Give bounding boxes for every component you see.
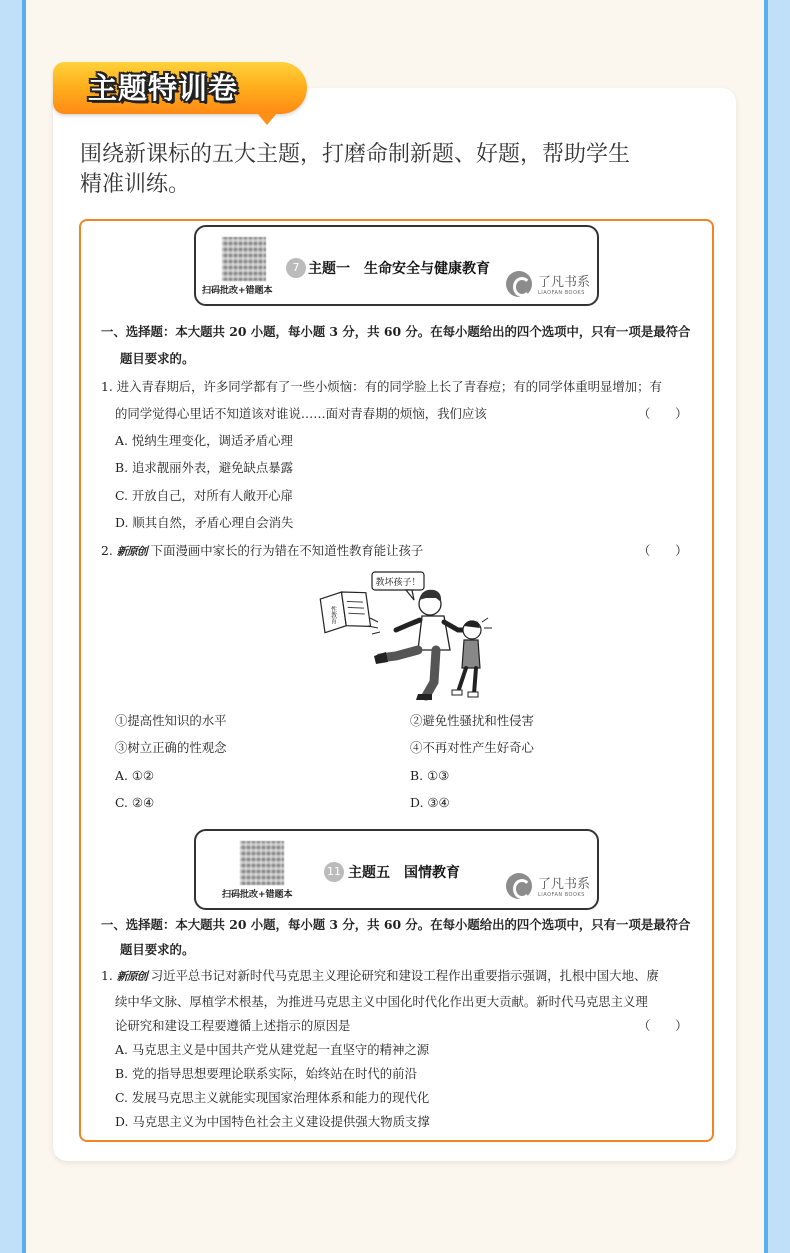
option-d: D. ③④ (410, 795, 450, 810)
option-b: B. 党的指导思想要理论联系实际，始终站在时代的前沿 (115, 1066, 417, 1081)
instruction-line-1: 一、选择题：本大题共 20 小题，每小题 3 分，共 60 分。在每小题给出的四个选项中，只有一项是最符合 (101, 324, 691, 339)
option-a: A. ①② (115, 768, 155, 783)
question-1-line-1: 1. 进入青春期后，许多同学都有了一些小烦恼：有的同学脸上长了青春痘；有的同学体重明显增加；有 (101, 379, 662, 394)
qr-code-icon (222, 237, 266, 281)
question-2-stem (101, 541, 423, 562)
question-number: 2. (101, 543, 113, 558)
question-text: 下面漫画中家长的行为错在不知道性教育能让孩子 (150, 543, 424, 558)
scan-label: 扫码批改+错题本 (222, 890, 293, 900)
instruction-line-2: 题目要求的。 (120, 351, 195, 366)
right-border (764, 0, 790, 1253)
question-1-line-1 (101, 966, 659, 987)
brand-logo-icon (506, 873, 532, 899)
answer-paren: （ ） (638, 406, 688, 421)
question-text: 习近平总书记对新时代马克思主义理论研究和建设工程作出重要指示强调，扎根中国大地、赓 (150, 968, 659, 983)
scan-label: 扫码批改+错题本 (202, 286, 273, 296)
speech-bubble-text: 教坏孩子！ (375, 578, 421, 588)
topic-title: 主题一 生命安全与健康教育 (308, 261, 490, 277)
section-header-2 (194, 829, 599, 910)
topic-title: 主题五 国情教育 (348, 865, 460, 881)
answer-paren: （ ） (638, 543, 688, 558)
brand-name-en: LIAOFAN BOOKS (538, 290, 585, 296)
option-d: D. 马克思主义为中国特色社会主义建设提供强大物质支撑 (115, 1114, 430, 1129)
option-c: C. 发展马克思主义就能实现国家治理体系和能力的现代化 (115, 1090, 430, 1105)
new-original-tag: 新原创 (116, 970, 147, 983)
question-1-line-2: 的同学觉得心里话不知道该对谁说……面对青春期的烦恼，我们应该 (115, 406, 487, 421)
topic-number: 11 (324, 862, 344, 882)
cartoon-illustration (318, 570, 498, 703)
question-number: 1. (101, 968, 113, 983)
left-border (0, 0, 26, 1253)
new-original-tag: 新原创 (116, 545, 147, 558)
statement-3: ③树立正确的性观念 (115, 740, 227, 755)
brand-name-en: LIAOFAN BOOKS (538, 892, 585, 898)
intro-line-1: 围绕新课标的五大主题，打磨命制新题、好题，帮助学生 (80, 142, 631, 167)
option-a: A. 马克思主义是中国共产党从建党起一直坚守的精神之源 (115, 1042, 430, 1057)
option-c: C. ②④ (115, 795, 155, 810)
instruction-line-1: 一、选择题：本大题共 20 小题，每小题 3 分，共 60 分。在每小题给出的四个选项中，只有一项是最符合 (101, 917, 691, 932)
option-b: B. 追求靓丽外表，避免缺点暴露 (115, 460, 294, 475)
question-1-line-2: 续中华文脉、厚植学术根基，为推进马克思主义中国化时代化作出更大贡献。新时代马克思主义理 (115, 994, 648, 1009)
book-label: 性教育 (329, 606, 337, 624)
qr-code-icon (240, 841, 284, 885)
brand-logo-icon (506, 271, 532, 297)
option-a: A. 悦纳生理变化，调适矛盾心理 (115, 433, 293, 448)
badge-title: 主题特训卷 (87, 71, 238, 105)
option-d: D. 顺其自然，矛盾心理自会消失 (115, 515, 294, 530)
option-b: B. ①③ (410, 768, 450, 783)
statement-4: ④不再对性产生好奇心 (410, 740, 534, 755)
question-1-line-3: 论研究和建设工程要遵循上述指示的原因是 (115, 1018, 351, 1033)
statement-2: ②避免性骚扰和性侵害 (410, 713, 534, 728)
instruction-line-2: 题目要求的。 (120, 942, 195, 957)
brand-name: 了凡书系 (538, 275, 591, 290)
section-header-1 (194, 225, 599, 306)
intro-text (80, 140, 720, 200)
statement-1: ①提高性知识的水平 (115, 713, 227, 728)
topic-number: 7 (286, 258, 306, 278)
answer-paren: （ ） (638, 1018, 688, 1033)
section-badge (53, 62, 307, 114)
brand-name: 了凡书系 (538, 877, 591, 892)
option-c: C. 开放自己，对所有人敞开心扉 (115, 488, 293, 503)
intro-line-2: 精准训练。 (80, 172, 191, 197)
